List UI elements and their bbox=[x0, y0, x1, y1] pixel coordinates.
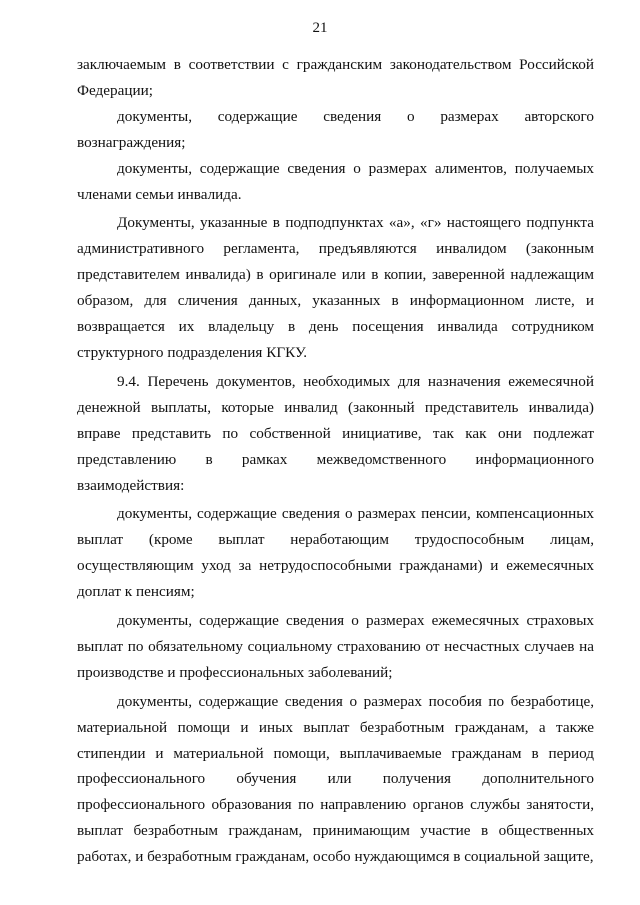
paragraph-unemployment-benefit: документы, содержащие сведения о размерах пособия по безработице, материальной помощи и иных выплат безработным гражданам, а также стипендии и материальной помощи, выплачиваемые гражданам в период профессионального обучения или получения дополнительного профессионального образования по направлению органов службы занятости, выплат безработным гражданам, принимающим участие в общественных работах, и безработным гражданам, особо нуждающимся в социальной защите, bbox=[77, 692, 594, 866]
page-number: 21 bbox=[312, 20, 328, 36]
paragraph-section-9-4: 9.4. Перечень документов, необходимых для назначения ежемесячной денежной выплаты, которые инвалид (законный представитель инвалида) вправе представить по собственной инициативе, так как они подлежат представлению в рамках межведомственного информационного взаимодействия: bbox=[77, 372, 594, 494]
document-body bbox=[77, 52, 594, 870]
paragraph-documents-presented: Документы, указанные в подподпунктах «а», «г» настоящего подпункта административного регламента, предъявляются инвалидом (законным представителем инвалида) в оригинале или в копии, заверенной надлежащим образом, для сличения данных, указанных в информационном листе, и возвращается их владельцу в день посещения инвалида сотрудником структурного подразделения КГКУ. bbox=[77, 214, 594, 361]
paragraph-insurance-payments: документы, содержащие сведения о размерах ежемесячных страховых выплат по обязательному социальному страхованию от несчастных случаев на производстве и профессиональных заболеваний; bbox=[77, 612, 594, 681]
paragraph-alimony: документы, содержащие сведения о размерах алиментов, получаемых членами семьи инвалида. bbox=[77, 159, 594, 203]
paragraph-author-fee: документы, содержащие сведения о размерах авторского вознаграждения; bbox=[77, 107, 594, 151]
paragraph-continuation: заключаемым в соответствии с гражданским законодательством Российской Федерации; bbox=[77, 56, 594, 99]
paragraph-pension: документы, содержащие сведения о размерах пенсии, компенсационных выплат (кроме выплат неработающим трудоспособным лицам, осуществляющим уход за нетрудоспособными гражданами) и ежемесячных доплат к пенсиям; bbox=[77, 505, 594, 601]
